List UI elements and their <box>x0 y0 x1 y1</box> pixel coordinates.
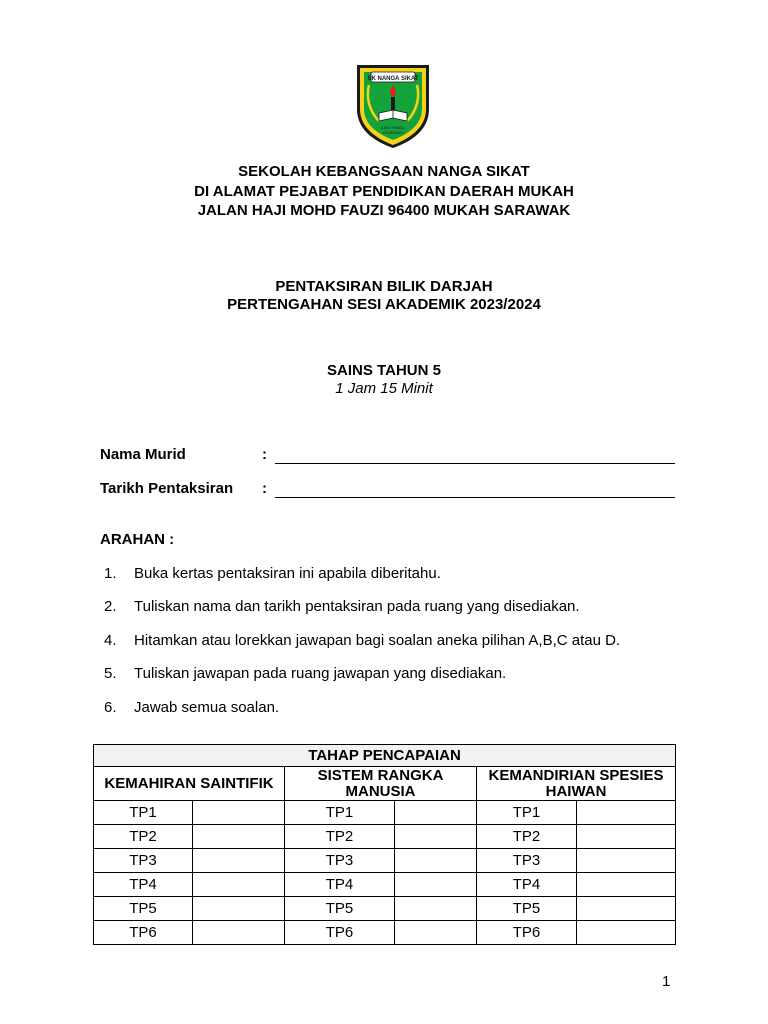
score-cell <box>193 921 285 945</box>
tp-level-cell: TP2 <box>94 825 193 849</box>
instruction-number: 5. <box>104 665 117 682</box>
instruction-item <box>104 598 580 615</box>
assessment-date-line <box>275 497 675 498</box>
tp-level-cell: TP6 <box>477 921 577 945</box>
table-row <box>94 849 676 873</box>
student-name-label: Nama Murid <box>100 446 186 463</box>
subject-title: SAINS TAHUN 5 <box>327 362 441 379</box>
table-row <box>94 921 676 945</box>
instruction-text: Hitamkan atau lorekkan jawapan bagi soalan aneka pilihan A,B,C atau D. <box>134 632 621 649</box>
tp-level-cell: TP5 <box>285 897 395 921</box>
tp-level-cell: TP5 <box>477 897 577 921</box>
instruction-text: Buka kertas pentaksiran ini apabila diberitahu. <box>134 565 441 582</box>
exam-session: PERTENGAHAN SESI AKADEMIK 2023/2024 <box>227 296 541 313</box>
score-cell <box>395 921 477 945</box>
tp-level-cell: TP4 <box>477 873 577 897</box>
instruction-number: 1. <box>104 565 117 582</box>
page-number: 1 <box>662 973 671 990</box>
tp-level-cell: TP3 <box>477 849 577 873</box>
school-crest-logo <box>355 63 431 149</box>
school-name: SEKOLAH KEBANGSAAN NANGA SIKAT <box>238 163 530 180</box>
tp-level-cell: TP3 <box>94 849 193 873</box>
tp-level-cell: TP2 <box>477 825 577 849</box>
score-cell <box>193 849 285 873</box>
exam-duration: 1 Jam 15 Minit <box>335 380 433 397</box>
instruction-item <box>104 699 279 716</box>
exam-title: PENTAKSIRAN BILIK DARJAH <box>275 278 493 295</box>
school-address-block <box>0 162 768 221</box>
tp-level-cell: TP6 <box>94 921 193 945</box>
instruction-item <box>104 632 620 649</box>
instructions-title: ARAHAN : <box>100 531 175 548</box>
exam-title-block <box>0 278 768 314</box>
tp-level-cell: TP5 <box>94 897 193 921</box>
instruction-text: Tuliskan jawapan pada ruang jawapan yang disediakan. <box>134 665 507 682</box>
score-cell <box>577 849 676 873</box>
tp-level-cell: TP6 <box>285 921 395 945</box>
instruction-text: Tuliskan nama dan tarikh pentaksiran pada ruang yang disediakan. <box>134 598 580 615</box>
instruction-number: 4. <box>104 632 117 649</box>
assessment-date-colon: : <box>262 480 267 497</box>
score-cell <box>577 801 676 825</box>
score-cell <box>193 825 285 849</box>
tp-level-cell: TP1 <box>477 801 577 825</box>
score-cell <box>193 897 285 921</box>
school-address-line2: JALAN HAJI MOHD FAUZI 96400 MUKAH SARAWAK <box>197 202 571 219</box>
instruction-number: 6. <box>104 699 117 716</box>
instruction-number: 2. <box>104 598 117 615</box>
crest-motto-line2: KEJAYAAN <box>382 130 404 135</box>
instruction-text: Jawab semua soalan. <box>134 699 280 716</box>
student-name-colon: : <box>262 446 267 463</box>
score-cell <box>395 825 477 849</box>
header-kemandirian-spesies-haiwan: KEMANDIRIAN SPESIES HAIWAN <box>477 767 676 801</box>
tp-level-cell: TP1 <box>94 801 193 825</box>
table-row <box>94 825 676 849</box>
instruction-item <box>104 665 506 682</box>
tp-level-cell: TP4 <box>285 873 395 897</box>
tp-level-cell: TP3 <box>285 849 395 873</box>
score-cell <box>193 873 285 897</box>
score-cell <box>193 801 285 825</box>
score-cell <box>395 801 477 825</box>
score-cell <box>395 873 477 897</box>
score-cell <box>577 921 676 945</box>
table-row <box>94 801 676 825</box>
achievement-level-table <box>93 744 676 945</box>
header-sistem-rangka-manusia: SISTEM RANGKA MANUSIA <box>285 767 477 801</box>
table-row <box>94 897 676 921</box>
crest-motto-line1: ILMU PANDU <box>380 125 406 130</box>
score-cell <box>395 849 477 873</box>
instruction-item <box>104 565 441 582</box>
score-cell <box>577 897 676 921</box>
table-row <box>94 873 676 897</box>
tp-level-cell: TP4 <box>94 873 193 897</box>
school-address-line1: DI ALAMAT PEJABAT PENDIDIKAN DAERAH MUKAH <box>194 182 574 200</box>
table-title: TAHAP PENCAPAIAN <box>94 745 676 767</box>
score-cell <box>395 897 477 921</box>
student-name-line <box>275 463 675 464</box>
score-cell <box>577 825 676 849</box>
score-cell <box>577 873 676 897</box>
assessment-date-label: Tarikh Pentaksiran <box>100 480 234 497</box>
tp-level-cell: TP2 <box>285 825 395 849</box>
header-kemahiran-saintifik: KEMAHIRAN SAINTIFIK <box>94 767 285 801</box>
tp-level-cell: TP1 <box>285 801 395 825</box>
crest-banner-text: SK NANGA SIKAT <box>367 76 419 82</box>
